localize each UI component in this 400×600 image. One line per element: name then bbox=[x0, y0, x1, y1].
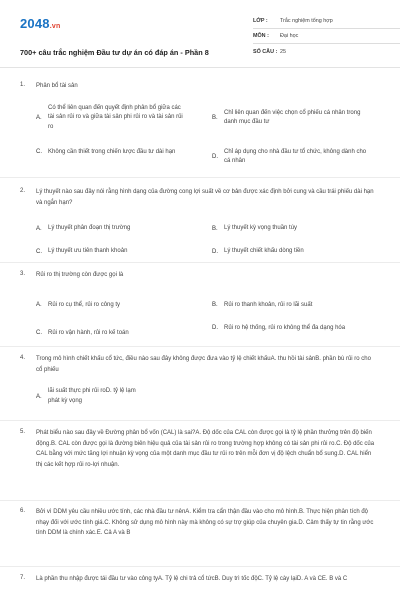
option-letter: C. bbox=[36, 248, 42, 255]
question-separator bbox=[0, 177, 400, 178]
option-letter: B. bbox=[212, 115, 218, 121]
meta-label: MÔN : bbox=[253, 33, 269, 39]
question-separator bbox=[0, 420, 400, 421]
meta-label: SỐ CÂU : bbox=[253, 48, 278, 55]
option-d[interactable] bbox=[212, 148, 382, 167]
question-6 bbox=[20, 507, 380, 539]
option-c[interactable] bbox=[36, 329, 206, 339]
question-separator bbox=[0, 566, 400, 567]
option-letter: A. bbox=[36, 302, 42, 309]
option-letter: B. bbox=[212, 225, 218, 232]
option-a[interactable] bbox=[36, 104, 206, 133]
option-a[interactable] bbox=[36, 301, 206, 311]
question-number: 2. bbox=[20, 188, 26, 194]
question-number: 6. bbox=[20, 508, 26, 514]
question-number: 4. bbox=[20, 355, 26, 361]
meta-value: 25 bbox=[280, 48, 286, 55]
option-text: Rủi ro thanh khoản, rủi ro lãi suất bbox=[224, 301, 313, 308]
question-1 bbox=[20, 81, 380, 164]
option-text: Chỉ liên quan đến việc chọn cổ phiếu cá nhân trong danh mục đầu tư bbox=[224, 109, 361, 125]
option-a[interactable] bbox=[36, 387, 206, 406]
question-number: 7. bbox=[20, 575, 26, 581]
question-separator bbox=[0, 262, 400, 263]
header-divider bbox=[0, 67, 400, 68]
meta-row-subject bbox=[253, 29, 400, 44]
option-text: Có thể liên quan đến quyết định phân bổ giữa các tài sản rủi ro và giữa tài sản phi rủi ro và tài sản rủi ro bbox=[48, 104, 183, 130]
option-text: Rủi ro vận hành, rủi ro kế toán bbox=[48, 329, 129, 336]
logo-main: 2048 bbox=[20, 16, 50, 31]
meta-value: Trắc nghiệm tổng hợp bbox=[280, 18, 333, 24]
question-7 bbox=[20, 574, 380, 585]
option-letter: D. bbox=[212, 325, 218, 332]
question-text: Bởi vì DDM yêu cầu nhiều ước tính, các nhà đầu tư nênA. Kiểm tra cẩn thận đầu vào cho mô hình.B. Thực hiện phân tích độ nhạy đối với ước tính giá.C. Không sử dụng mô hình này mà không có sự trợ giúp của chuyên gia.D. Cảm thấy tự tin rằng ước tính DDM là chính xác.E. Cả A và B bbox=[36, 509, 374, 536]
option-letter: C. bbox=[36, 149, 42, 156]
question-text: Phân bổ tài sản bbox=[36, 83, 78, 89]
option-text: Lý thuyết phân đoạn thị trường bbox=[48, 225, 131, 231]
option-a[interactable] bbox=[36, 224, 206, 234]
question-text: Trong mô hình chiết khấu cổ tức, điều nào sau đây không được đưa vào tỷ lệ chiết khấuA. thu hồi tài sảnB. phần bù rủi ro cho cổ phiếu bbox=[36, 356, 371, 373]
question-2 bbox=[20, 187, 380, 260]
option-letter: B. bbox=[212, 302, 218, 309]
option-text: Chỉ áp dụng cho nhà đầu tư tổ chức, không dành cho cá nhân bbox=[224, 148, 367, 164]
option-b[interactable] bbox=[212, 224, 382, 234]
question-text: Rủi ro thị trường còn được gọi là bbox=[36, 272, 124, 278]
option-letter: A. bbox=[36, 114, 42, 121]
meta-row-class bbox=[253, 14, 400, 29]
option-b[interactable] bbox=[212, 109, 382, 128]
site-logo[interactable] bbox=[20, 16, 60, 31]
question-5 bbox=[20, 428, 380, 470]
option-text: lãi suất thực phi rủi roD. tỷ lệ lạm phát kỳ vọng bbox=[48, 388, 136, 404]
question-separator bbox=[0, 346, 400, 347]
option-c[interactable] bbox=[36, 148, 206, 158]
question-number: 3. bbox=[20, 271, 26, 277]
question-text: Phát biểu nào sau đây về Đường phân bổ vốn (CAL) là sai?A. Độ dốc của CAL còn được gọi là tỷ lệ phần thưởng trên độ biến động.B. CAL còn được gọi là đường biên hiệu quả của tài sản rủi ro trong trường hợp không có tài sản phi rủi ro.C. Độ dốc của CAL bằng với mức tăng lợi nhuận kỳ vọng của một danh mục đầu tư rủi ro trên mỗi đơn vị độ lệch chuẩn bổ sung.D. CAL hiển thị các kết hợp rủi ro-lợi nhuận. bbox=[36, 430, 375, 468]
option-text: Rủi ro cụ thể, rủi ro công ty bbox=[48, 301, 121, 308]
meta-value: Đại học bbox=[280, 33, 299, 39]
question-text: Lý thuyết nào sau đây nói rằng hình dạng của đường cong lợi suất về cơ bản được xác định bởi cung và cầu trái phiếu dài hạn và ngắn hạn? bbox=[36, 189, 374, 206]
option-text: Lý thuyết chiết khấu dòng tiền bbox=[224, 248, 304, 254]
option-d[interactable] bbox=[212, 324, 382, 334]
question-number: 1. bbox=[20, 82, 26, 88]
option-text: Không cần thiết trong chiến lược đầu tư dài hạn bbox=[48, 148, 176, 155]
option-letter: A. bbox=[36, 225, 42, 232]
document-title: 700+ câu trắc nghiệm Đầu tư dự án có đáp án - Phần 8 bbox=[20, 48, 209, 57]
option-letter: C. bbox=[36, 330, 42, 337]
question-separator bbox=[0, 500, 400, 501]
option-c[interactable] bbox=[36, 247, 206, 257]
option-b[interactable] bbox=[212, 301, 382, 311]
question-3 bbox=[20, 270, 380, 347]
meta-table bbox=[253, 14, 400, 59]
logo-tld: .vn bbox=[49, 23, 61, 30]
option-text: Lý thuyết ưu tiên thanh khoản bbox=[48, 248, 128, 254]
meta-row-count bbox=[253, 44, 400, 59]
option-letter: A. bbox=[36, 393, 42, 400]
question-4 bbox=[20, 354, 380, 411]
option-text: Lý thuyết kỳ vọng thuần túy bbox=[224, 225, 298, 231]
question-text: Là phần thu nhập được tái đầu tư vào công tyA. Tỷ lệ chi trả cổ tứcB. Duy trì tốc độC. Tỷ lệ cày lạiD. A và CE. B và C bbox=[36, 576, 348, 582]
option-letter: D. bbox=[212, 248, 218, 255]
option-letter: D. bbox=[212, 154, 218, 160]
option-d[interactable] bbox=[212, 247, 382, 257]
document-header bbox=[20, 14, 380, 60]
question-number: 5. bbox=[20, 429, 26, 435]
meta-label: LỚP : bbox=[253, 18, 268, 24]
option-text: Rủi ro hệ thống, rủi ro không thể đa dạng hóa bbox=[224, 324, 346, 331]
